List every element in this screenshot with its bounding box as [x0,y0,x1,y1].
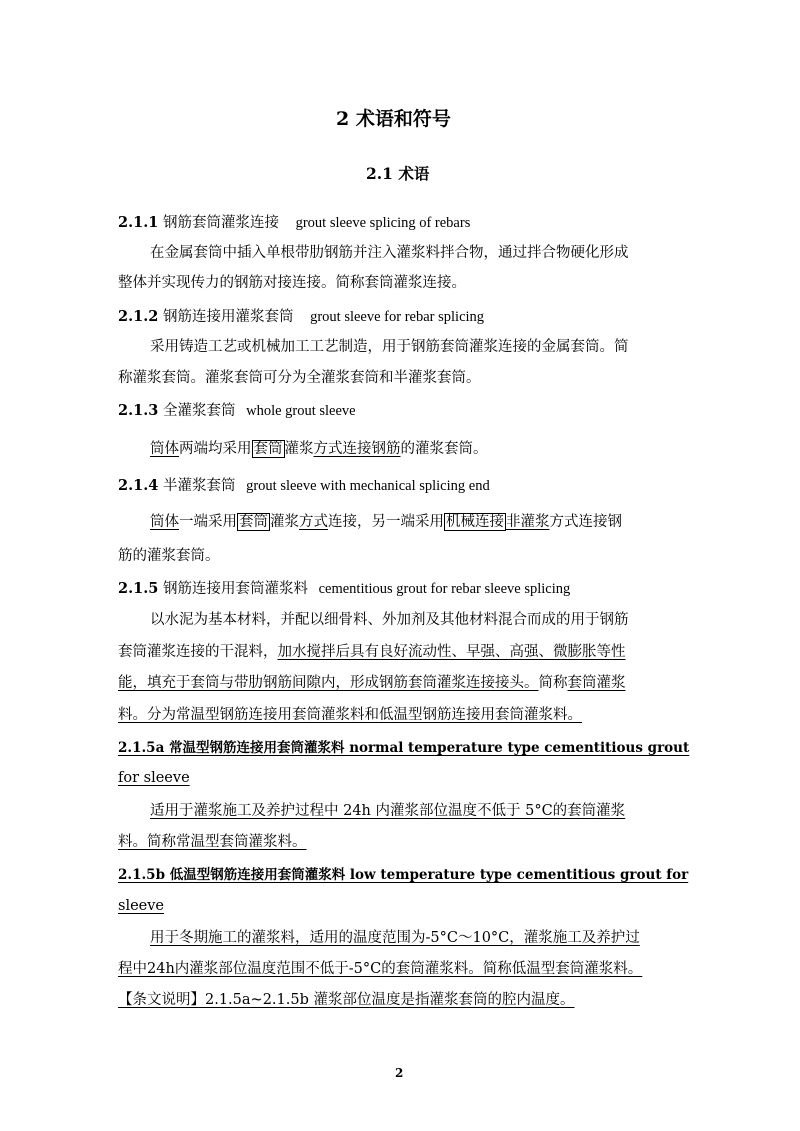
term-cn: 钢筋连接用灌浆套筒 [162,309,294,325]
revision-underline: 筒体 [150,441,179,457]
term-number: 2.1.5 [118,580,159,597]
term-cn: 全灌浆套筒 [162,403,236,419]
term-2-1-5a-heading-cont: for sleeve [118,770,190,786]
text-run: 方式连接钢 [549,514,622,530]
term-2-1-4-line-1 [150,512,622,532]
term-2-1-2-line-1: 采用铸造工艺或机械加工工艺制造，用于钢筋套筒灌浆连接的金属套筒。简 [150,339,629,355]
term-number: 2.1.1 [118,214,159,231]
term-number: 2.1.4 [118,477,159,494]
term-2-1-5-line-1: 以水泥为基本材料，并配以细骨料、外加剂及其他材料混合而成的用于钢筋 [150,612,629,628]
term-cn: 钢筋套筒灌浆连接 [162,215,279,231]
revision-box: 机械连接 [446,514,504,530]
revision-underline: 筒体 [150,514,179,530]
revision-box: 套筒 [253,441,283,457]
term-number: 2.1.3 [118,402,159,419]
term-2-1-5b-line-2: 程中24h内灌浆部位温度范围不低于-5°C的套筒灌浆料。简称低温型套筒灌浆料。 [118,961,643,977]
term-2-1-5-line-4: 料。分为常温型钢筋连接用套筒灌浆料和低温型钢筋连接用套筒灌浆料。 [118,707,582,723]
chapter-title: 2 术语和符号 [336,108,451,130]
term-2-1-3-line-1 [150,439,488,459]
term-en: cementitious grout for rebar sleeve splicing [318,581,571,597]
term-2-1-5a-line-1: 适用于灌浆施工及养护过程中 24h 内灌浆部位温度不低于 5°C的套筒灌浆 [150,803,626,819]
revision-underline: 非灌浆 [506,514,550,530]
term-2-1-5-heading [118,579,570,599]
term-cn: 半灌浆套筒 [162,478,236,494]
term-en: grout sleeve for rebar splicing [310,309,485,325]
term-2-1-5-line-2 [118,642,626,662]
text-run: 一端采用 [179,514,237,530]
term-2-1-2-line-2: 称灌浆套筒。灌浆套筒可分为全灌浆套筒和半灌浆套筒。 [118,370,481,386]
term-2-1-3-heading [118,401,356,421]
term-number: 2.1.2 [118,308,159,325]
section-title: 2.1 术语 [366,164,430,183]
revision-underline: 加水搅拌后具有良好流动性、早强、高强、微膨胀等性 [277,644,626,660]
term-2-1-5b-heading-cont: sleeve [118,898,165,914]
term-2-1-4-line-2: 筋的灌浆套筒。 [118,548,220,564]
term-2-1-5b-heading: 2.1.5b 低温型钢筋连接用套筒灌浆料 low temperature type cementitious grout for [118,867,689,883]
term-2-1-2-heading [118,307,484,327]
term-en: grout sleeve splicing of rebars [295,215,471,231]
text-run: 简称 [538,675,568,691]
text-run: 套筒灌浆连接的干混料， [118,644,278,660]
clause-explanation: 【条文说明】2.1.5a~2.1.5b 灌浆部位温度是指灌浆套筒的腔内温度。 [118,992,575,1008]
term-2-1-5a-heading: 2.1.5a 常温型钢筋连接用套筒灌浆料 normal temperature type cementitious grout [118,740,690,756]
term-en: grout sleeve with mechanical splicing end [246,478,490,494]
revision-underline: 方式连接钢筋 [313,441,401,457]
term-2-1-5b-line-1: 用于冬期施工的灌浆料，适用的温度范围为-5°C～10°C，灌浆施工及养护过 [150,930,640,946]
text-run: 两端均采用 [179,441,252,457]
text-run: 灌浆 [284,441,314,457]
revision-underline: 套筒灌浆 [567,675,626,691]
term-2-1-5-line-3 [118,673,626,693]
revision-underline: 方式 [299,514,328,530]
revision-underline: 能，填充于套筒与带肋钢筋间隙内，形成钢筋套筒灌浆连接接头。 [118,675,539,691]
text-run: 灌浆 [270,514,299,530]
text-run: 连接，另一端采用 [328,514,444,530]
term-2-1-5a-line-2: 料。简称常温型套筒灌浆料。 [118,834,307,850]
term-2-1-1-heading [118,213,470,233]
term-cn: 钢筋连接用套筒灌浆料 [162,581,308,597]
term-2-1-1-line-2: 整体并实现传力的钢筋对接连接。简称套筒灌浆连接。 [118,275,466,291]
page-number: 2 [395,1066,404,1080]
text-run: 的灌浆套筒。 [400,441,488,457]
term-2-1-1-line-1: 在金属套筒中插入单根带肋钢筋并注入灌浆料拌合物，通过拌合物硬化形成 [150,245,629,261]
term-2-1-4-heading [118,476,490,496]
term-en: whole grout sleeve [246,403,356,419]
revision-box: 套筒 [239,514,268,530]
